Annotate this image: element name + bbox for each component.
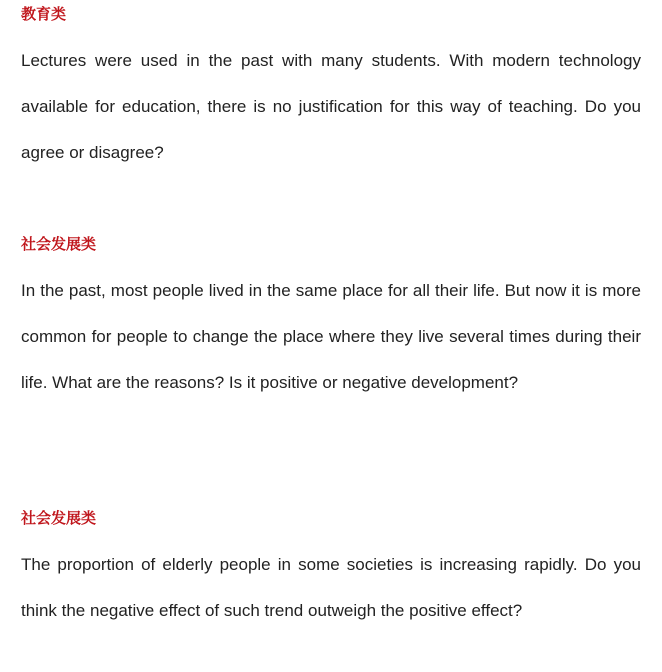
section-heading-social-development-2: 社会发展类 — [21, 510, 97, 527]
question-text-education: Lectures were used in the past with many students. With modern technology available for education, there is no justification for this way of teaching. Do you agree or disagree? — [21, 51, 641, 162]
section-heading-education: 教育类 — [21, 6, 67, 23]
question-text-social-mobility: In the past, most people lived in the same place for all their life. But now it is more common for people to change the place where they live several times during their life. What are the reasons? Is it positive or negative development? — [21, 281, 641, 392]
question-text-aging-population: The proportion of elderly people in some societies is increasing rapidly. Do you think the negative effect of such trend outweigh the positive effect? — [21, 555, 641, 620]
section-heading-social-development: 社会发展类 — [21, 236, 97, 253]
